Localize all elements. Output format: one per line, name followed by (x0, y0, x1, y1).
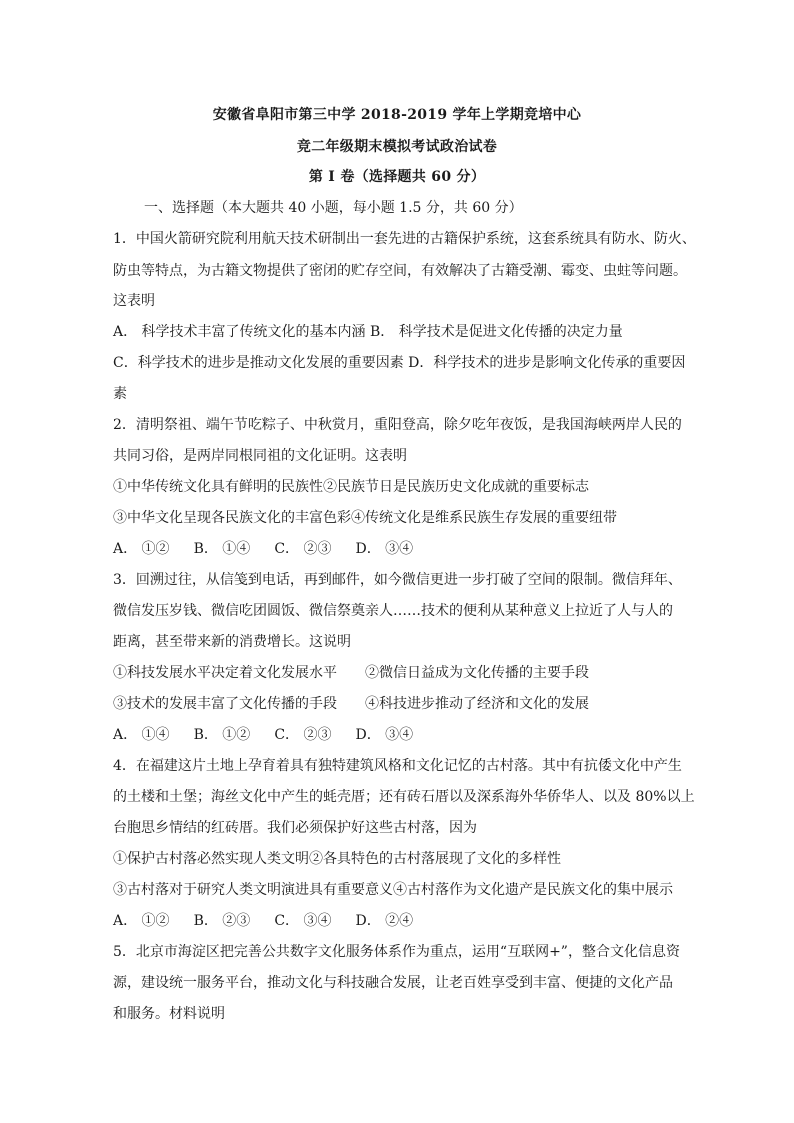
q2-option-b: B． ①④ (193, 541, 251, 557)
q2-line-2: 共同习俗，是两岸同根同祖的文化证明。这表明 (113, 448, 407, 464)
q2-statements-34: ③中华文化呈现各民族文化的丰富色彩④传统文化是维系民族生存发展的重要纽带 (113, 510, 617, 526)
q1-line-2: 防虫等特点，为古籍文物提供了密闭的贮存空间，有效解决了古籍受潮、霉变、虫蛀等问题。 (113, 263, 687, 279)
q3-statement-1: ①科技发展水平决定着文化发展水平 (113, 665, 337, 681)
q4-line-1: 4．在福建这片土地上孕育着具有独特建筑风格和文化记忆的古村落。其中有抗倭文化中产生 (113, 758, 682, 774)
q3-line-2: 微信发压岁钱、微信吃团圆饭、微信祭奠亲人……技术的便利从某种意义上拉近了人与人的 (113, 603, 673, 619)
q4-option-d: D． ②④ (355, 913, 414, 929)
school-title: 安徽省阜阳市第三中学 2018-2019 学年上学期竞培中心 (212, 107, 582, 123)
q3-line-1: 3．回溯过往，从信笺到电话，再到邮件，如今微信更进一步打破了空间的限制。微信拜年、 (113, 572, 682, 588)
q2-option-c: C． ②③ (274, 541, 332, 557)
q2-answer-options (113, 539, 703, 559)
q2-option-a: A． ①② (113, 541, 170, 557)
q4-statements-34: ③古村落对于研究人类文明演进具有重要意义④古村落作为文化遗产是民族文化的集中展示 (113, 882, 673, 898)
q3-option-b: B． ①② (193, 727, 251, 743)
q1-options-cd-cont: 素 (113, 386, 127, 402)
part-title: 第 I 卷（选择题共 60 分） (308, 169, 486, 185)
q2-line-1: 2．清明祭祖、端午节吃粽子、中秋赏月，重阳登高，除夕吃年夜饭，是我国海峡两岸人民的 (113, 417, 682, 433)
q4-option-c: C． ③④ (274, 913, 332, 929)
q4-option-b: B． ②③ (193, 913, 251, 929)
q3-option-d: D． ③④ (355, 727, 414, 743)
q3-option-c: C． ②③ (274, 727, 332, 743)
q4-line-2: 的土楼和土堡；海丝文化中产生的蚝壳厝；还有砖石厝以及深系海外华侨华人、以及 80%以上 (113, 789, 695, 805)
q1-options-ab: A． 科学技术丰富了传统文化的基本内涵 B． 科学技术是促进文化传播的决定力量 (113, 324, 623, 340)
q5-line-2: 源，建设统一服务平台，推动文化与科技融合发展，让老百姓享受到丰富、便捷的文化产品 (113, 975, 673, 991)
q4-answer-options (113, 911, 703, 931)
q3-option-a: A． ①④ (113, 727, 170, 743)
q4-option-a: A． ①② (113, 913, 170, 929)
q3-statement-4: ④科技进步推动了经济和文化的发展 (365, 696, 589, 712)
q5-line-3: 和服务。材料说明 (113, 1006, 225, 1022)
q1-line-3: 这表明 (113, 293, 155, 309)
q2-statements-12: ①中华传统文化具有鲜明的民族性②民族节日是民族历史文化成就的重要标志 (113, 479, 589, 495)
q2-option-d: D． ③④ (355, 541, 414, 557)
q1-options-cd: C．科学技术的进步是推动文化发展的重要因素 D．科学技术的进步是影响文化传承的重要因 (113, 355, 686, 371)
q3-statement-2: ②微信日益成为文化传播的主要手段 (365, 665, 589, 681)
q3-statements-12 (113, 663, 703, 683)
q4-statements-12: ①保护古村落必然实现人类文明②各具特色的古村落展现了文化的多样性 (113, 851, 561, 867)
q3-statement-3: ③技术的发展丰富了文化传播的手段 (113, 696, 337, 712)
section-intro: 一、选择题（本大题共 40 小题，每小题 1.5 分，共 60 分） (144, 200, 523, 216)
q3-line-3: 距离，甚至带来新的消费增长。这说明 (113, 634, 351, 650)
q3-answer-options (113, 725, 703, 745)
q1-line-1: 1．中国火箭研究院利用航天技术研制出一套先进的古籍保护系统，这套系统具有防水、防火、 (113, 231, 696, 247)
q5-line-1: 5．北京市海淀区把完善公共数字文化服务体系作为重点，运用“互联网+”，整合文化信息资 (113, 944, 680, 960)
exam-title: 竞二年级期末模拟考试政治试卷 (296, 139, 498, 155)
q3-statements-34 (113, 694, 703, 714)
q4-line-3: 台胞思乡情结的红砖厝。我们必须保护好这些古村落，因为 (113, 820, 477, 836)
